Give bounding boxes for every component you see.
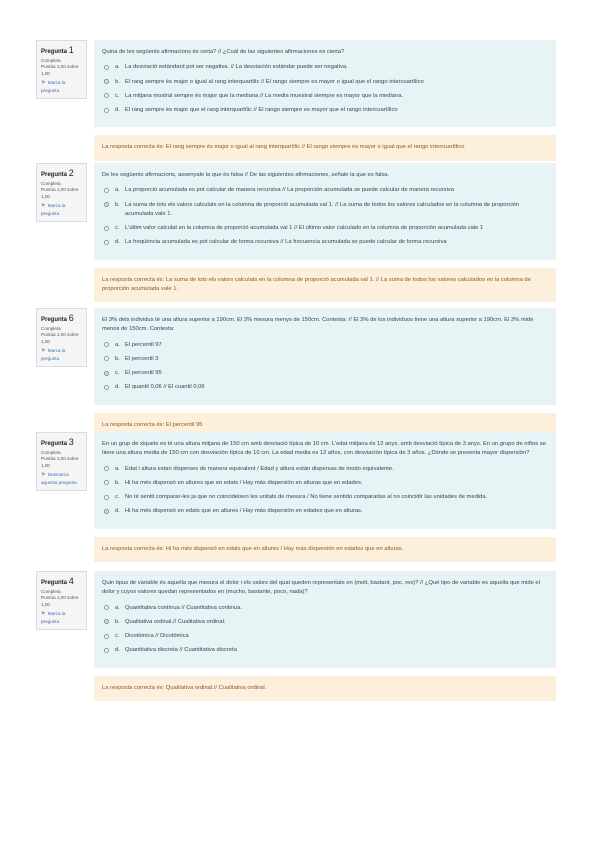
flag-label: Marca la pregunta	[41, 611, 66, 624]
answer-option[interactable]	[102, 106, 546, 115]
option-letter: b.	[115, 201, 120, 208]
radio-button[interactable]	[104, 93, 109, 98]
answer-option[interactable]	[102, 632, 546, 641]
question-info	[36, 571, 87, 630]
question-state: Completa	[41, 57, 61, 63]
question-info	[36, 308, 87, 367]
option-text: Dicotòmica // Dicotómica	[125, 633, 189, 640]
answer-list	[102, 186, 546, 247]
answer-option[interactable]	[102, 618, 546, 627]
flag-label: Desmarca aquesta pregunta	[41, 472, 77, 485]
flag-icon: ⚑	[41, 611, 46, 618]
answer-option[interactable]	[102, 465, 546, 474]
option-text: El percentil 95	[125, 370, 162, 377]
flag-icon: ⚑	[41, 203, 46, 210]
option-text: Quantitativa discreta // Cuantitativa discreta	[125, 647, 237, 654]
correct-answer-feedback: La resposta correcta és: La suma de tots els valors calculats en la columna de proporció acumulada val 1. // La suma de todos los valores calculados en la columna de proporción acumulada vale 1.	[94, 268, 556, 303]
answer-option[interactable]	[102, 63, 546, 72]
question-formulation	[94, 432, 556, 529]
option-letter: d.	[115, 647, 120, 654]
option-text: Hi ha més dispersió en altures que en edats / Hay más dispersión en alturas que en edades.	[125, 479, 363, 486]
answer-list	[102, 341, 546, 393]
question-formulation	[94, 308, 556, 405]
radio-button[interactable]	[104, 202, 109, 207]
option-letter: b.	[115, 479, 120, 486]
question-state: Completa	[41, 180, 61, 186]
radio-button[interactable]	[104, 79, 109, 84]
radio-button[interactable]	[104, 226, 109, 231]
option-letter: a.	[115, 341, 120, 348]
question-content	[94, 432, 556, 562]
question-label: Pregunta	[41, 172, 68, 178]
option-letter: b.	[115, 78, 120, 85]
flag-question-link[interactable]	[41, 203, 82, 217]
question-number-value: 2	[68, 168, 74, 178]
question-content	[94, 571, 556, 701]
option-text: El quantil 0,06 // El cuantil 0,06	[125, 384, 205, 391]
option-letter: b.	[115, 355, 120, 362]
question-grade: Puntúa 1,00 sobre 1,00	[41, 595, 79, 608]
option-letter: d.	[115, 384, 120, 391]
radio-button[interactable]	[104, 65, 109, 70]
option-text: La mitjana mostral sempre és major que la mediana // La media muestral siempre es mayor que la mediana.	[125, 92, 404, 99]
option-text: El percentil 97	[125, 341, 162, 348]
flag-icon: ⚑	[41, 472, 46, 479]
answer-option[interactable]	[102, 646, 546, 655]
answer-option[interactable]	[102, 479, 546, 488]
question-number-value: 1	[68, 45, 74, 55]
question-grade: Puntúa 1,00 sobre 1,00	[41, 187, 79, 200]
question-number	[41, 312, 82, 326]
option-letter: c.	[115, 633, 120, 640]
question-label: Pregunta	[41, 441, 68, 447]
radio-button[interactable]	[104, 619, 109, 624]
answer-option[interactable]	[102, 604, 546, 613]
answer-list	[102, 63, 546, 115]
question-state: Completa	[41, 325, 61, 331]
question-grade: Puntúa 1,00 sobre 1,00	[41, 456, 79, 469]
answer-list	[102, 465, 546, 517]
question-formulation	[94, 163, 556, 260]
option-text: La desviació estàndard pot ser negativa. // La desviación estándar puede ser negativa.	[125, 64, 348, 71]
answer-option[interactable]	[102, 369, 546, 378]
radio-button[interactable]	[104, 342, 109, 347]
flag-question-link[interactable]	[41, 348, 82, 362]
question-text: De les següents afirmacions, assenyale la que és falsa // De las siguientes afirmaciones, señale la que es falsa.	[102, 172, 390, 178]
question-text: Quina de les següents afirmacions és certa? // ¿Cuál de las siguientes afirmaciones es cierta?	[102, 49, 345, 55]
option-text: El rang sempre és major o igual al rang interquartílic // El rango siempre es mayor o igual que el rango intercuartílico	[125, 78, 424, 85]
answer-option[interactable]	[102, 201, 546, 220]
question-info	[36, 432, 87, 491]
flag-label: Marca la pregunta	[41, 348, 66, 361]
option-text: La suma de tots els valors calculats en la columna de proporció acumulada val 1. // La suma de todos los valores calculados en la columna de proporción acumulada vale 1.	[125, 201, 520, 217]
option-letter: c.	[115, 494, 120, 501]
radio-button[interactable]	[104, 356, 109, 361]
option-text: L'últim valor calculat en la columna de proporció acumulada val 1 // El último valor calculado en la columna de proporción acumulada vale 1	[125, 225, 484, 232]
answer-option[interactable]	[102, 341, 546, 350]
option-text: Edat i altura estan disperses de manera equivalent / Edad y altura están dispersas de modo equivalente.	[125, 465, 394, 472]
question-state: Completa	[41, 449, 61, 455]
answer-option[interactable]	[102, 92, 546, 101]
flag-icon: ⚑	[41, 80, 46, 87]
radio-button[interactable]	[104, 634, 109, 639]
option-letter: c.	[115, 225, 120, 232]
option-text: Qualitativa ordinal.// Cualitativa ordinal.	[125, 618, 226, 625]
option-letter: d.	[115, 239, 120, 246]
answer-option[interactable]	[102, 493, 546, 502]
option-text: Hi ha més dispersió en edats que en altures / Hay más dispersión en edades que en alturas.	[125, 508, 363, 515]
question-state: Completa	[41, 588, 61, 594]
option-letter: a.	[115, 187, 120, 194]
question-content	[94, 308, 556, 438]
radio-button[interactable]	[104, 108, 109, 113]
option-text: El rang sempre és major que el rang interquartílic // El rango siempre es mayor que el rango intercuartílico	[125, 107, 398, 114]
option-letter: a.	[115, 64, 120, 71]
question-content	[94, 163, 556, 302]
question-content	[94, 40, 556, 161]
option-letter: c.	[115, 92, 120, 99]
radio-button[interactable]	[104, 648, 109, 653]
flag-question-link[interactable]	[41, 472, 82, 486]
question-number	[41, 436, 82, 450]
question-formulation	[94, 40, 556, 127]
question-label: Pregunta	[41, 49, 68, 55]
option-letter: b.	[115, 618, 120, 625]
answer-option[interactable]	[102, 224, 546, 233]
option-letter: c.	[115, 370, 120, 377]
radio-button[interactable]	[104, 466, 109, 471]
correct-answer-feedback: La resposta correcta és: Qualitativa ordinal.// Cualitativa ordinal.	[94, 676, 556, 701]
radio-button[interactable]	[104, 605, 109, 610]
radio-button[interactable]	[104, 385, 109, 390]
answer-option[interactable]	[102, 383, 546, 392]
answer-option[interactable]	[102, 78, 546, 87]
radio-button[interactable]	[104, 240, 109, 245]
correct-answer-feedback: La resposta correcta és: Hi ha més dispersió en edats que en altures / Hay más dispersión en edades que en alturas.	[94, 537, 556, 562]
answer-option[interactable]	[102, 238, 546, 247]
question-info	[36, 40, 87, 99]
flag-question-link[interactable]	[41, 611, 82, 625]
option-text: La proporció acumulada es pot calcular de manera recursiva // La proporción acumulada se puede calcular de manera recursiva	[125, 187, 454, 194]
option-text: No té sentit comparar-les ja que no coincideixen les unitats de mesura / No tiene sentido compararlas al no coincidir las unidades de medida.	[125, 494, 488, 501]
answer-option[interactable]	[102, 507, 546, 516]
radio-button[interactable]	[104, 495, 109, 500]
radio-button[interactable]	[104, 188, 109, 193]
radio-button[interactable]	[104, 371, 109, 376]
radio-button[interactable]	[104, 480, 109, 485]
question-number	[41, 44, 82, 58]
question-grade: Puntúa 1,00 sobre 1,00	[41, 64, 79, 77]
correct-answer-feedback: La resposta correcta és: El percentil 95	[94, 413, 556, 438]
option-text: Quantitativa contínua // Cuantitativa continua.	[125, 604, 242, 611]
flag-label: Marca la pregunta	[41, 203, 66, 216]
option-letter: d.	[115, 107, 120, 114]
answer-list	[102, 604, 546, 656]
correct-answer-feedback: La resposta correcta és: El rang sempre és major o igual al rang interquartílic // El rango siempre es mayor o igual que el rango intercuartílico	[94, 135, 556, 160]
answer-option[interactable]	[102, 186, 546, 195]
question-number-value: 3	[68, 437, 74, 447]
radio-button[interactable]	[104, 509, 109, 514]
flag-icon: ⚑	[41, 348, 46, 355]
question-text: En un grup de xiquets es té una altura mitjana de 150 cm amb desviació típica de 10 cm. L'edat mitjana és 12 anys, amb desviació típica de 3 anys. En un grupo de niños se tiene una altura media de 150 cm con desviación típica de 10 cm. La edad media es 12 años, con desviación típica de 3 años. ¿Dónde se presenta mayor dispersión?	[102, 441, 546, 457]
option-letter: a.	[115, 604, 120, 611]
question-formulation	[94, 571, 556, 668]
question-label: Pregunta	[41, 580, 68, 586]
question-grade: Puntúa 1,00 sobre 1,00	[41, 332, 79, 345]
flag-label: Marca la pregunta	[41, 80, 66, 93]
question-info	[36, 163, 87, 222]
option-text: El percentil 3	[125, 355, 159, 362]
question-number-value: 6	[68, 313, 74, 323]
question-number	[41, 575, 82, 589]
question-label: Pregunta	[41, 317, 68, 323]
option-text: La freqüència acumulada es pot calcular de forma recursiva // La frecuencia acumulada se puede calcular de forma recursiva	[125, 239, 447, 246]
question-text: El 3% dels individus té una altura superior a 190cm. El 3% mesura menys de 150cm. Contesta: // El 3% de los individuos tiene una altura superior a 190cm. El 3% mide menos de 150cm. Contesta:	[102, 317, 534, 333]
answer-option[interactable]	[102, 355, 546, 364]
question-number	[41, 167, 82, 181]
option-letter: d.	[115, 508, 120, 515]
question-number-value: 4	[68, 576, 74, 586]
flag-question-link[interactable]	[41, 80, 82, 94]
option-letter: a.	[115, 465, 120, 472]
question-text: Quin tipus de variable és aquella que mesura el dolor i els valors del qual queden representats en (molt, bastant, poc, res)? // ¿Qué tipo de variable es aquella que mide el dolor y cuyos valores quedan representados en (mucho, bastante, poco, nada)?	[102, 580, 540, 596]
